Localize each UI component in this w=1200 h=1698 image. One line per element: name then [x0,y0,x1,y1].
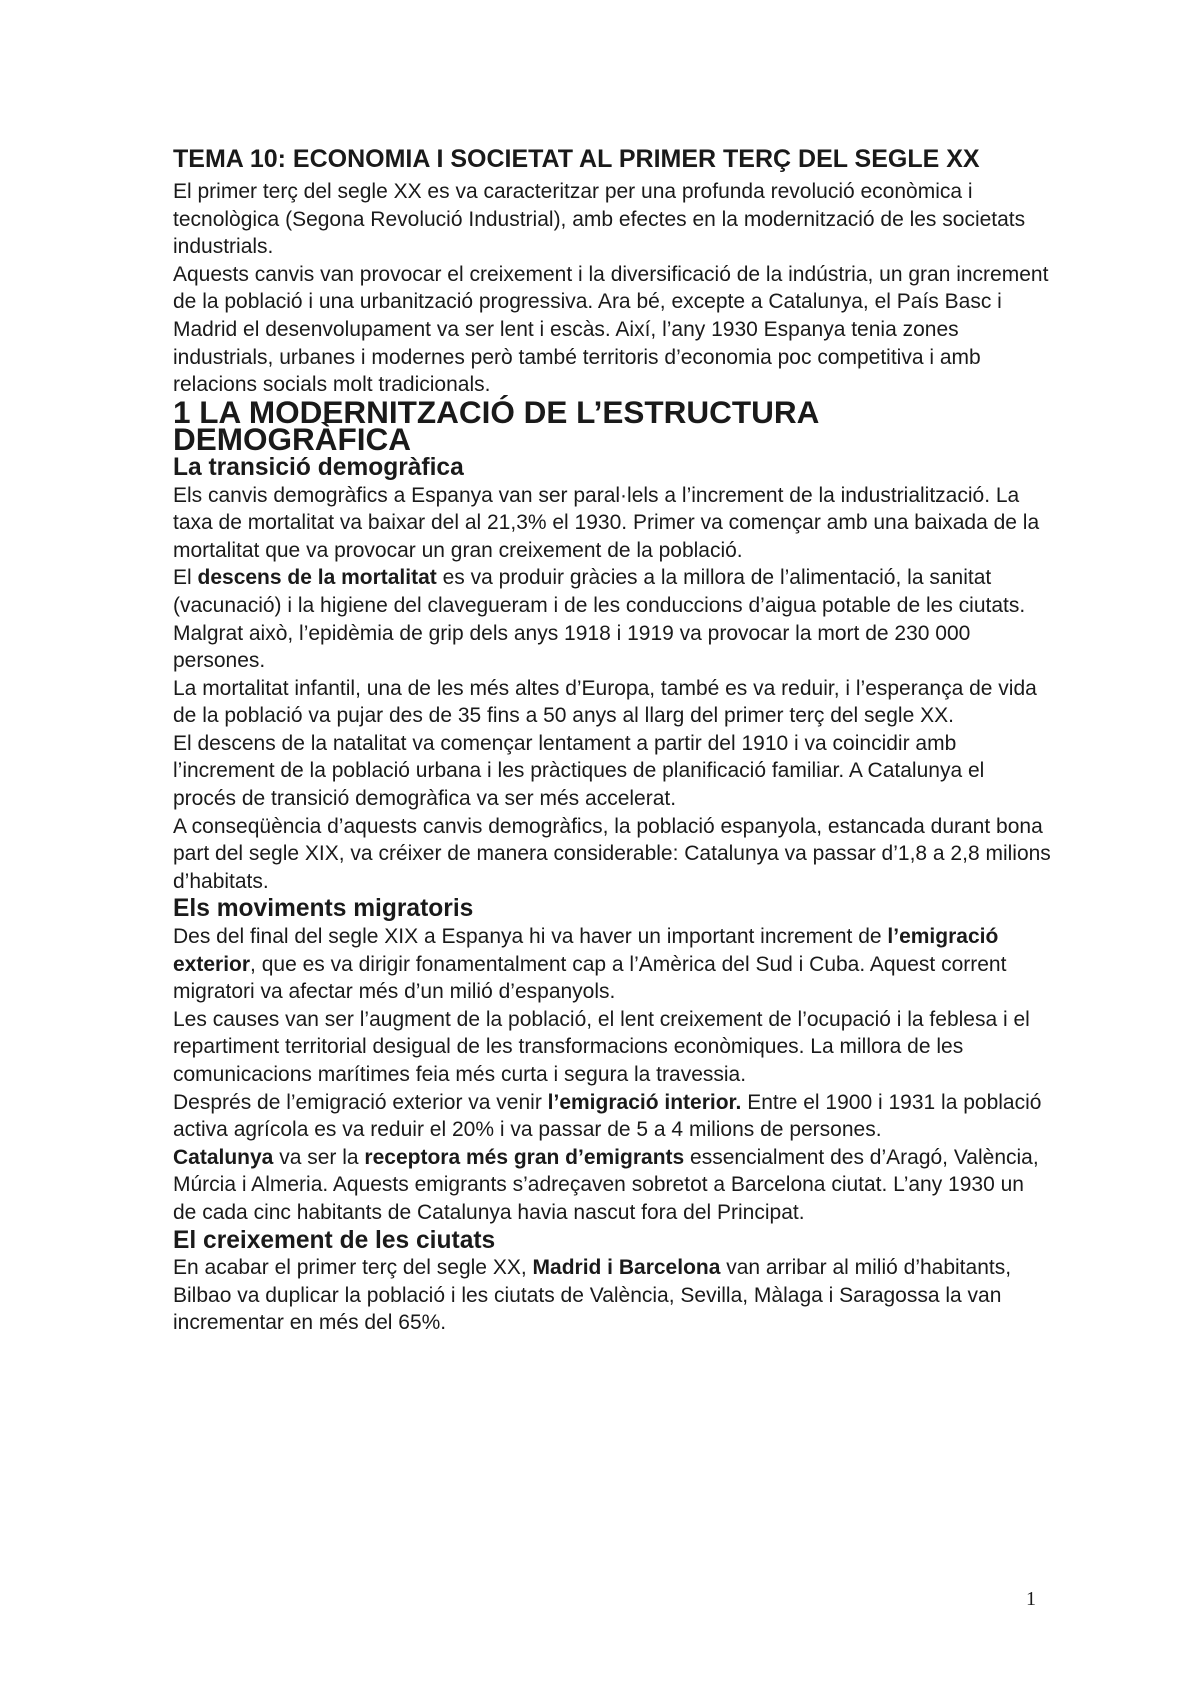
moviments-paragraph-3 [173,1089,1053,1144]
text-run: , que es va dirigir fonamentalment cap a l’Amèrica del Sud i Cuba. Aquest corrent migratori va afectar més d’un milió d’espanyols. [173,952,1007,1004]
subheading-moviments: Els moviments migratoris [173,895,474,923]
subheading-ciutats: El creixement de les ciutats [173,1226,496,1254]
bold-text-run: descens de la mortalitat [197,566,437,590]
intro-paragraph-1: El primer terç del segle XX es va caracteritzar per una profunda revolució econòmica i tecnològica (Segona Revolució Industrial), amb efectes en la modernització de les societats industrials. [173,180,1026,259]
text-run: van arribar al milió d’habitants, Bilbao va duplicar la població i les ciutats de València, Sevilla, Màlaga i Saragossa la van incrementar en més del 65%. [173,1256,1012,1335]
text-run: es va produir gràcies a la millora de l’alimentació, la sanitat (vacunació) i la higiene del clavegueram i de les conduccions d’aigua potable de les ciutats. Malgrat això, l’epidèmia de grip dels anys 1918 i 1919 va provocar la mort de 230 000 persones. [173,566,1026,673]
transicio-paragraph-4: El descens de la natalitat va començar lentament a partir del 1910 i va coincidir amb l’increment de la població urbana i les pràctiques de planificació familiar. A Catalunya el procés de transició demogràfica va ser més accelerat. [173,731,985,811]
moviments-paragraph-1 [173,923,1053,1006]
document-page [173,142,1053,1337]
bold-text-run: l’emigració interior. [547,1090,742,1114]
text-run: essencialment des d’Aragó, València, Múrcia i Almeria. Aquests emigrants s’adreçaven sobretot a Barcelona ciutat. L’any 1930 un de cada cinc habitants de Catalunya havia nascut fora del Principat. [173,1145,1039,1224]
text-run: En acabar el primer terç del segle XX, [173,1256,533,1280]
section-heading: 1 LA MODERNITZACIÓ DE L’ESTRUCTURA DEMOGRÀFICA [173,393,819,458]
text-run: Després de l’emigració exterior va venir [173,1090,548,1114]
moviments-paragraph-2: Les causes van ser l’augment de la població, el lent creixement de l’ocupació i la feblesa i el repartiment territorial desigual de les transformacions econòmiques. La millora de les comunicacions marítimes feia més curta i segura la travessia. [173,1007,1030,1086]
subheading-transicio: La transició demogràfica [173,453,464,481]
intro-paragraph-2: Aquests canvis van provocar el creixement i la diversificació de la indústria, un gran increment de la població i una urbanització progressiva. Ara bé, excepte a Catalunya, el País Basc i Madrid el desenvolupament va ser lent i escàs. Així, l’any 1930 Espanya tenia zones industrials, urbanes i modernes però també territoris d’economia poc competitiva i amb relacions socials molt tradicionals. [173,262,1049,397]
text-run: Des del final del segle XIX a Espanya hi va haver un important increment de [173,925,888,949]
ciutats-paragraph-1 [173,1254,1053,1337]
bold-text-run: l’emigració exterior [173,925,999,976]
bold-text-run: Madrid i Barcelona [532,1256,721,1280]
transicio-paragraph-5: A conseqüència d’aquests canvis demogràfics, la població espanyola, estancada durant bona part del segle XIX, va créixer de manera considerable: Catalunya va passar d’1,8 a 2,8 milions d’habitats. [173,814,1051,893]
page-number: 1 [1026,1588,1036,1610]
text-run: Entre el 1900 i 1931 la població activa agrícola es va reduir el 20% i va passar de 5 a 4 milions de persones. [173,1090,1042,1142]
transicio-paragraph-3: La mortalitat infantil, una de les més altes d’Europa, també es va reduir, i l’esperança de vida de la població va pujar des de 35 fins a 50 anys al llarg del primer terç del segle XX. [173,676,1037,728]
document-title: TEMA 10: ECONOMIA I SOCIETAT AL PRIMER TERÇ DEL SEGLE XX [173,145,980,173]
text-run: El [173,566,198,590]
bold-text-run: receptora més gran d’emigrants [364,1145,685,1169]
text-run: va ser la [273,1145,365,1169]
transicio-paragraph-2 [173,564,1053,674]
moviments-paragraph-4 [173,1144,1053,1227]
transicio-paragraph-1: Els canvis demogràfics a Espanya van ser paral·lels a l’increment de la industrialització. La taxa de mortalitat va baixar del al 21,3% el 1930. Primer va començar amb una baixada de la mortalitat que va provocar un gran creixement de la població. [173,483,1040,562]
bold-text-run: Catalunya [173,1145,274,1169]
